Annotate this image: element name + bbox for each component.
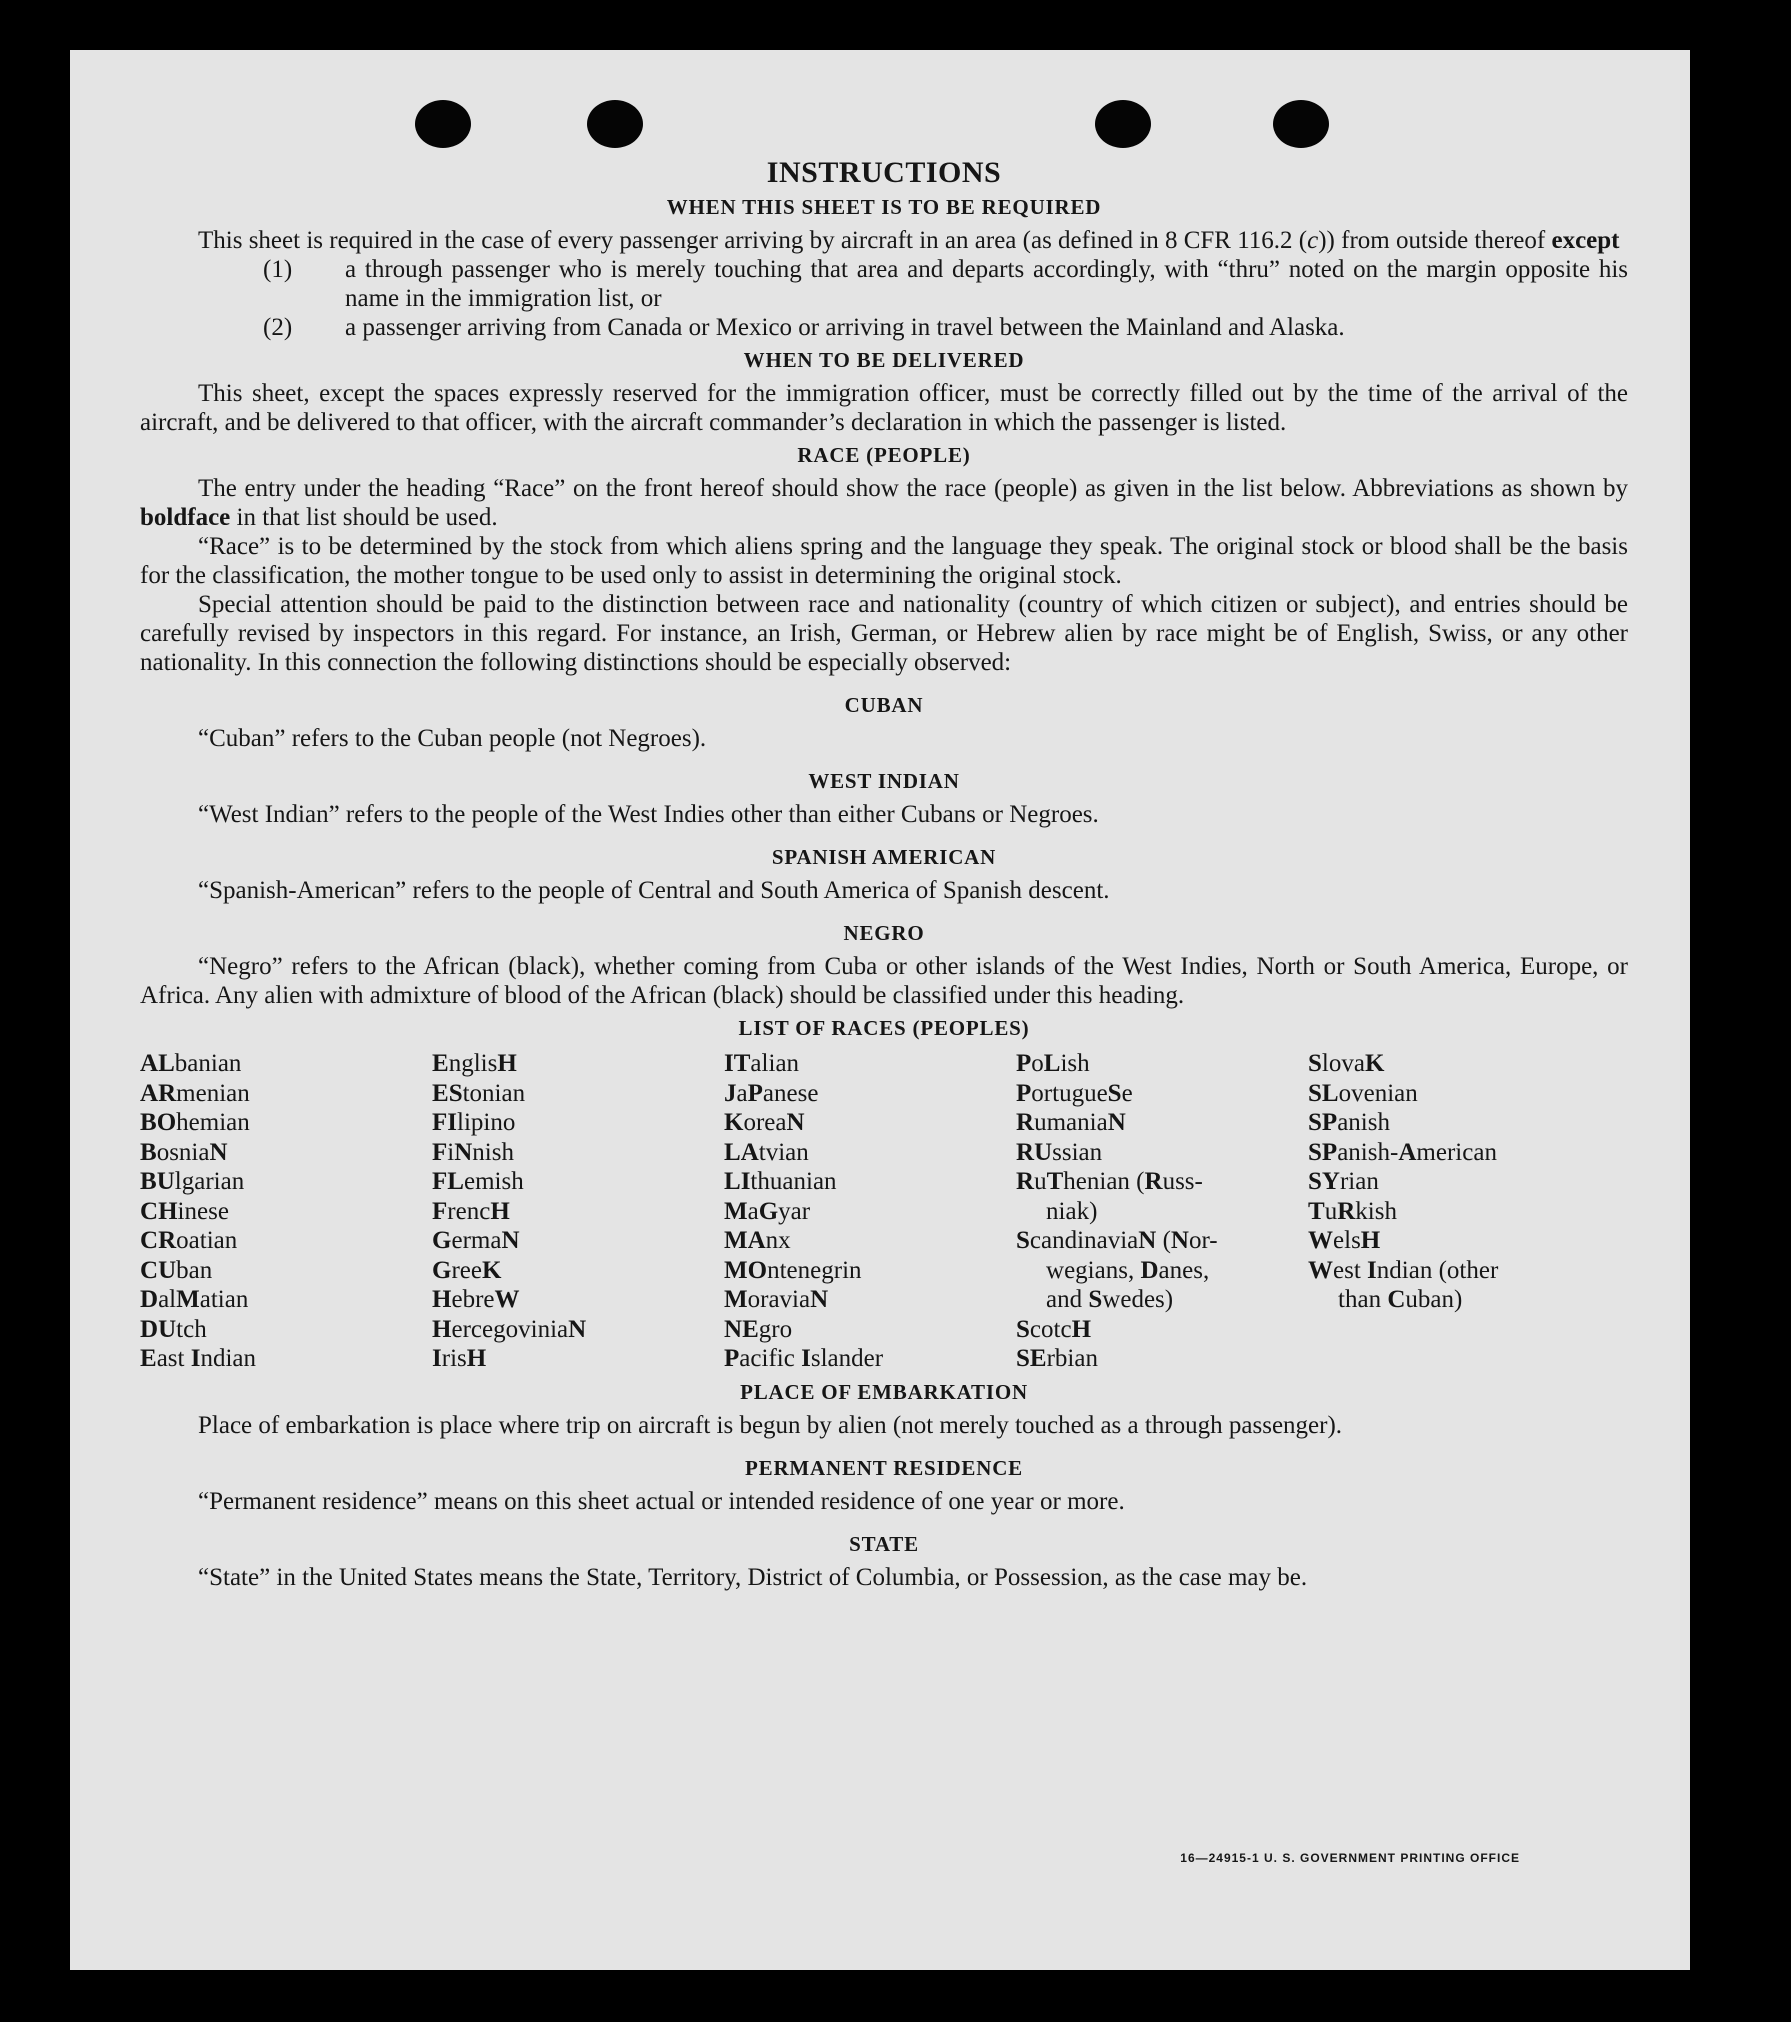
race-item: EnglisH	[432, 1050, 517, 1077]
permanent-residence-text: “Permanent residence” means on this sheet actual or intended residence of one year or more.	[198, 1487, 1125, 1515]
race-item: SlovaK	[1308, 1050, 1385, 1077]
heading-spanish-american: SPANISH AMERICAN	[771, 845, 997, 869]
race-item: FIlipino	[432, 1109, 516, 1136]
race-item: CRoatian	[140, 1227, 238, 1254]
heading-state: STATE	[849, 1531, 919, 1556]
heading-when-delivered: WHEN TO BE DELIVERED	[743, 348, 1025, 372]
race-column	[724, 1049, 1016, 1374]
race-item: DUtch	[140, 1315, 207, 1343]
race-item: niak)	[1046, 1197, 1098, 1225]
race-column	[1016, 1049, 1308, 1374]
race-item: LAtvian	[724, 1138, 809, 1166]
race-item: MAnx	[724, 1227, 791, 1254]
state-text: “State” in the United States means the State, Territory, District of Columbia, or Possession, as the case may be.	[198, 1563, 1308, 1591]
race-item: WelsH	[1308, 1227, 1381, 1254]
race-item: MoraviaN	[724, 1286, 829, 1313]
race-item: BUlgarian	[140, 1168, 245, 1195]
heading-list-of-races: LIST OF RACES (PEOPLES)	[738, 1016, 1030, 1040]
race-item: ALbanian	[140, 1050, 242, 1077]
exception-1: (1) a through passenger who is merely touching that area and departs accordingly, with “thru” noted on the margin opposite his name in the immigration list, or	[263, 256, 1628, 312]
punch-hole	[1273, 100, 1329, 148]
race-item: CHinese	[140, 1197, 229, 1225]
race-column	[1308, 1049, 1600, 1374]
race-item: BOhemian	[140, 1109, 250, 1136]
page-title: INSTRUCTIONS	[766, 156, 1002, 189]
printing-office-imprint: 16—24915-1 U. S. GOVERNMENT PRINTING OFFICE	[1180, 1851, 1520, 1865]
race-item: RUssian	[1016, 1138, 1103, 1166]
race-item: SPanish-American	[1308, 1138, 1497, 1166]
race-item: RumaniaN	[1016, 1109, 1126, 1136]
race-item: SErbian	[1016, 1345, 1098, 1372]
race-item: FLemish	[432, 1168, 524, 1195]
race-item: MOntenegrin	[724, 1256, 862, 1284]
race-item: GermaN	[432, 1227, 520, 1254]
race-paragraph-1: The entry under the heading “Race” on the front hereof should show the race (people) as given in the list below. Abbreviations as shown by boldface in that list should be used.	[140, 475, 1628, 531]
race-item: BosniaN	[140, 1138, 228, 1166]
race-item: SLovenian	[1308, 1079, 1418, 1107]
exception-2: (2) a passenger arriving from Canada or Mexico or arriving in travel between the Mainland and Alaska.	[263, 314, 1345, 341]
race-item: ITalian	[724, 1050, 800, 1077]
race-column	[140, 1049, 432, 1374]
race-item: SPanish	[1308, 1109, 1390, 1136]
west-indian-text: “West Indian” refers to the people of the West Indies other than either Cubans or Negroes.	[198, 801, 1099, 828]
race-item: RuThenian (Russ-	[1016, 1168, 1203, 1195]
embarkation-text: Place of embarkation is place where trip on aircraft is begun by alien (not merely touched as a through passenger).	[198, 1411, 1343, 1439]
punch-hole	[587, 100, 643, 148]
document-page	[70, 50, 1690, 1970]
race-item: wegians, Danes,	[1046, 1256, 1210, 1284]
race-column	[432, 1049, 724, 1374]
race-item: ScandinaviaN (Nor-	[1016, 1227, 1218, 1254]
race-item: LIthuanian	[724, 1168, 837, 1195]
race-item: PortugueSe	[1016, 1079, 1133, 1107]
race-item: NEgro	[724, 1315, 793, 1343]
race-item: ScotcH	[1016, 1315, 1092, 1343]
heading-when-required: WHEN THIS SHEET IS TO BE REQUIRED	[666, 195, 1102, 219]
race-item: West Indian (other	[1308, 1256, 1499, 1284]
race-item: DalMatian	[140, 1286, 249, 1313]
spanish-american-text: “Spanish-American” refers to the people of Central and South America of Spanish descent.	[198, 877, 1110, 904]
race-paragraph-3: Special attention should be paid to the distinction between race and nationality (country of which citizen or subject), and entries should be carefully revised by inspectors in this regard. For instance, an Irish, German, or Hebrew alien by race might be of English, Swiss, or any other nationality. In this connection the following distinctions should be especially observed:	[140, 591, 1628, 676]
race-item: EStonian	[432, 1079, 526, 1107]
when-required-intro: This sheet is required in the case of every passenger arriving by aircraft in an area (as defined in 8 CFR 116.2 (c)) from outside thereof except	[198, 227, 1620, 254]
race-item: IrisH	[432, 1345, 487, 1372]
when-delivered-text: This sheet, except the spaces expressly reserved for the immigration officer, must be correctly filled out by the time of the arrival of the aircraft, and be delivered to that officer, with the aircraft commander’s declaration in which the passenger is listed.	[140, 380, 1628, 436]
race-item: TuRkish	[1308, 1197, 1397, 1225]
race-item: HercegoviniaN	[432, 1315, 587, 1343]
race-item: East Indian	[140, 1345, 257, 1372]
race-list	[140, 1049, 1628, 1374]
heading-west-indian: WEST INDIAN	[808, 769, 960, 793]
race-item: SYrian	[1308, 1168, 1379, 1195]
cuban-text: “Cuban” refers to the Cuban people (not Negroes).	[198, 725, 707, 752]
race-item: FrencH	[432, 1197, 510, 1225]
race-item: KoreaN	[724, 1109, 805, 1136]
race-item: MaGyar	[724, 1197, 811, 1225]
punch-hole	[415, 100, 471, 148]
heading-negro: NEGRO	[843, 921, 925, 945]
instructions-body	[140, 158, 1628, 1592]
race-item: Pacific Islander	[724, 1345, 884, 1372]
heading-cuban: CUBAN	[844, 693, 924, 717]
heading-race: RACE (PEOPLE)	[797, 443, 971, 467]
punch-hole	[1095, 100, 1151, 148]
race-item: GreeK	[432, 1256, 502, 1284]
race-paragraph-2: “Race” is to be determined by the stock from which aliens spring and the language they speak. The original stock or blood shall be the basis for the classification, the mother tongue to be used only to assist in determining the original stock.	[140, 533, 1628, 589]
race-item: and Swedes)	[1046, 1286, 1174, 1313]
race-item: HebreW	[432, 1286, 520, 1313]
negro-text: “Negro” refers to the African (black), whether coming from Cuba or other islands of the West Indies, North or South America, Europe, or Africa. Any alien with admixture of blood of the African (black) should be classified under this heading.	[140, 953, 1628, 1009]
heading-place-of-embarkation: PLACE OF EMBARKATION	[740, 1379, 1028, 1404]
race-item: CUban	[140, 1256, 213, 1284]
race-item: PoLish	[1016, 1050, 1090, 1077]
race-item: than Cuban)	[1338, 1286, 1463, 1313]
race-item: JaPanese	[724, 1079, 819, 1107]
heading-permanent-residence: PERMANENT RESIDENCE	[745, 1455, 1023, 1480]
race-item: FiNnish	[432, 1138, 514, 1166]
race-item: ARmenian	[140, 1079, 250, 1107]
